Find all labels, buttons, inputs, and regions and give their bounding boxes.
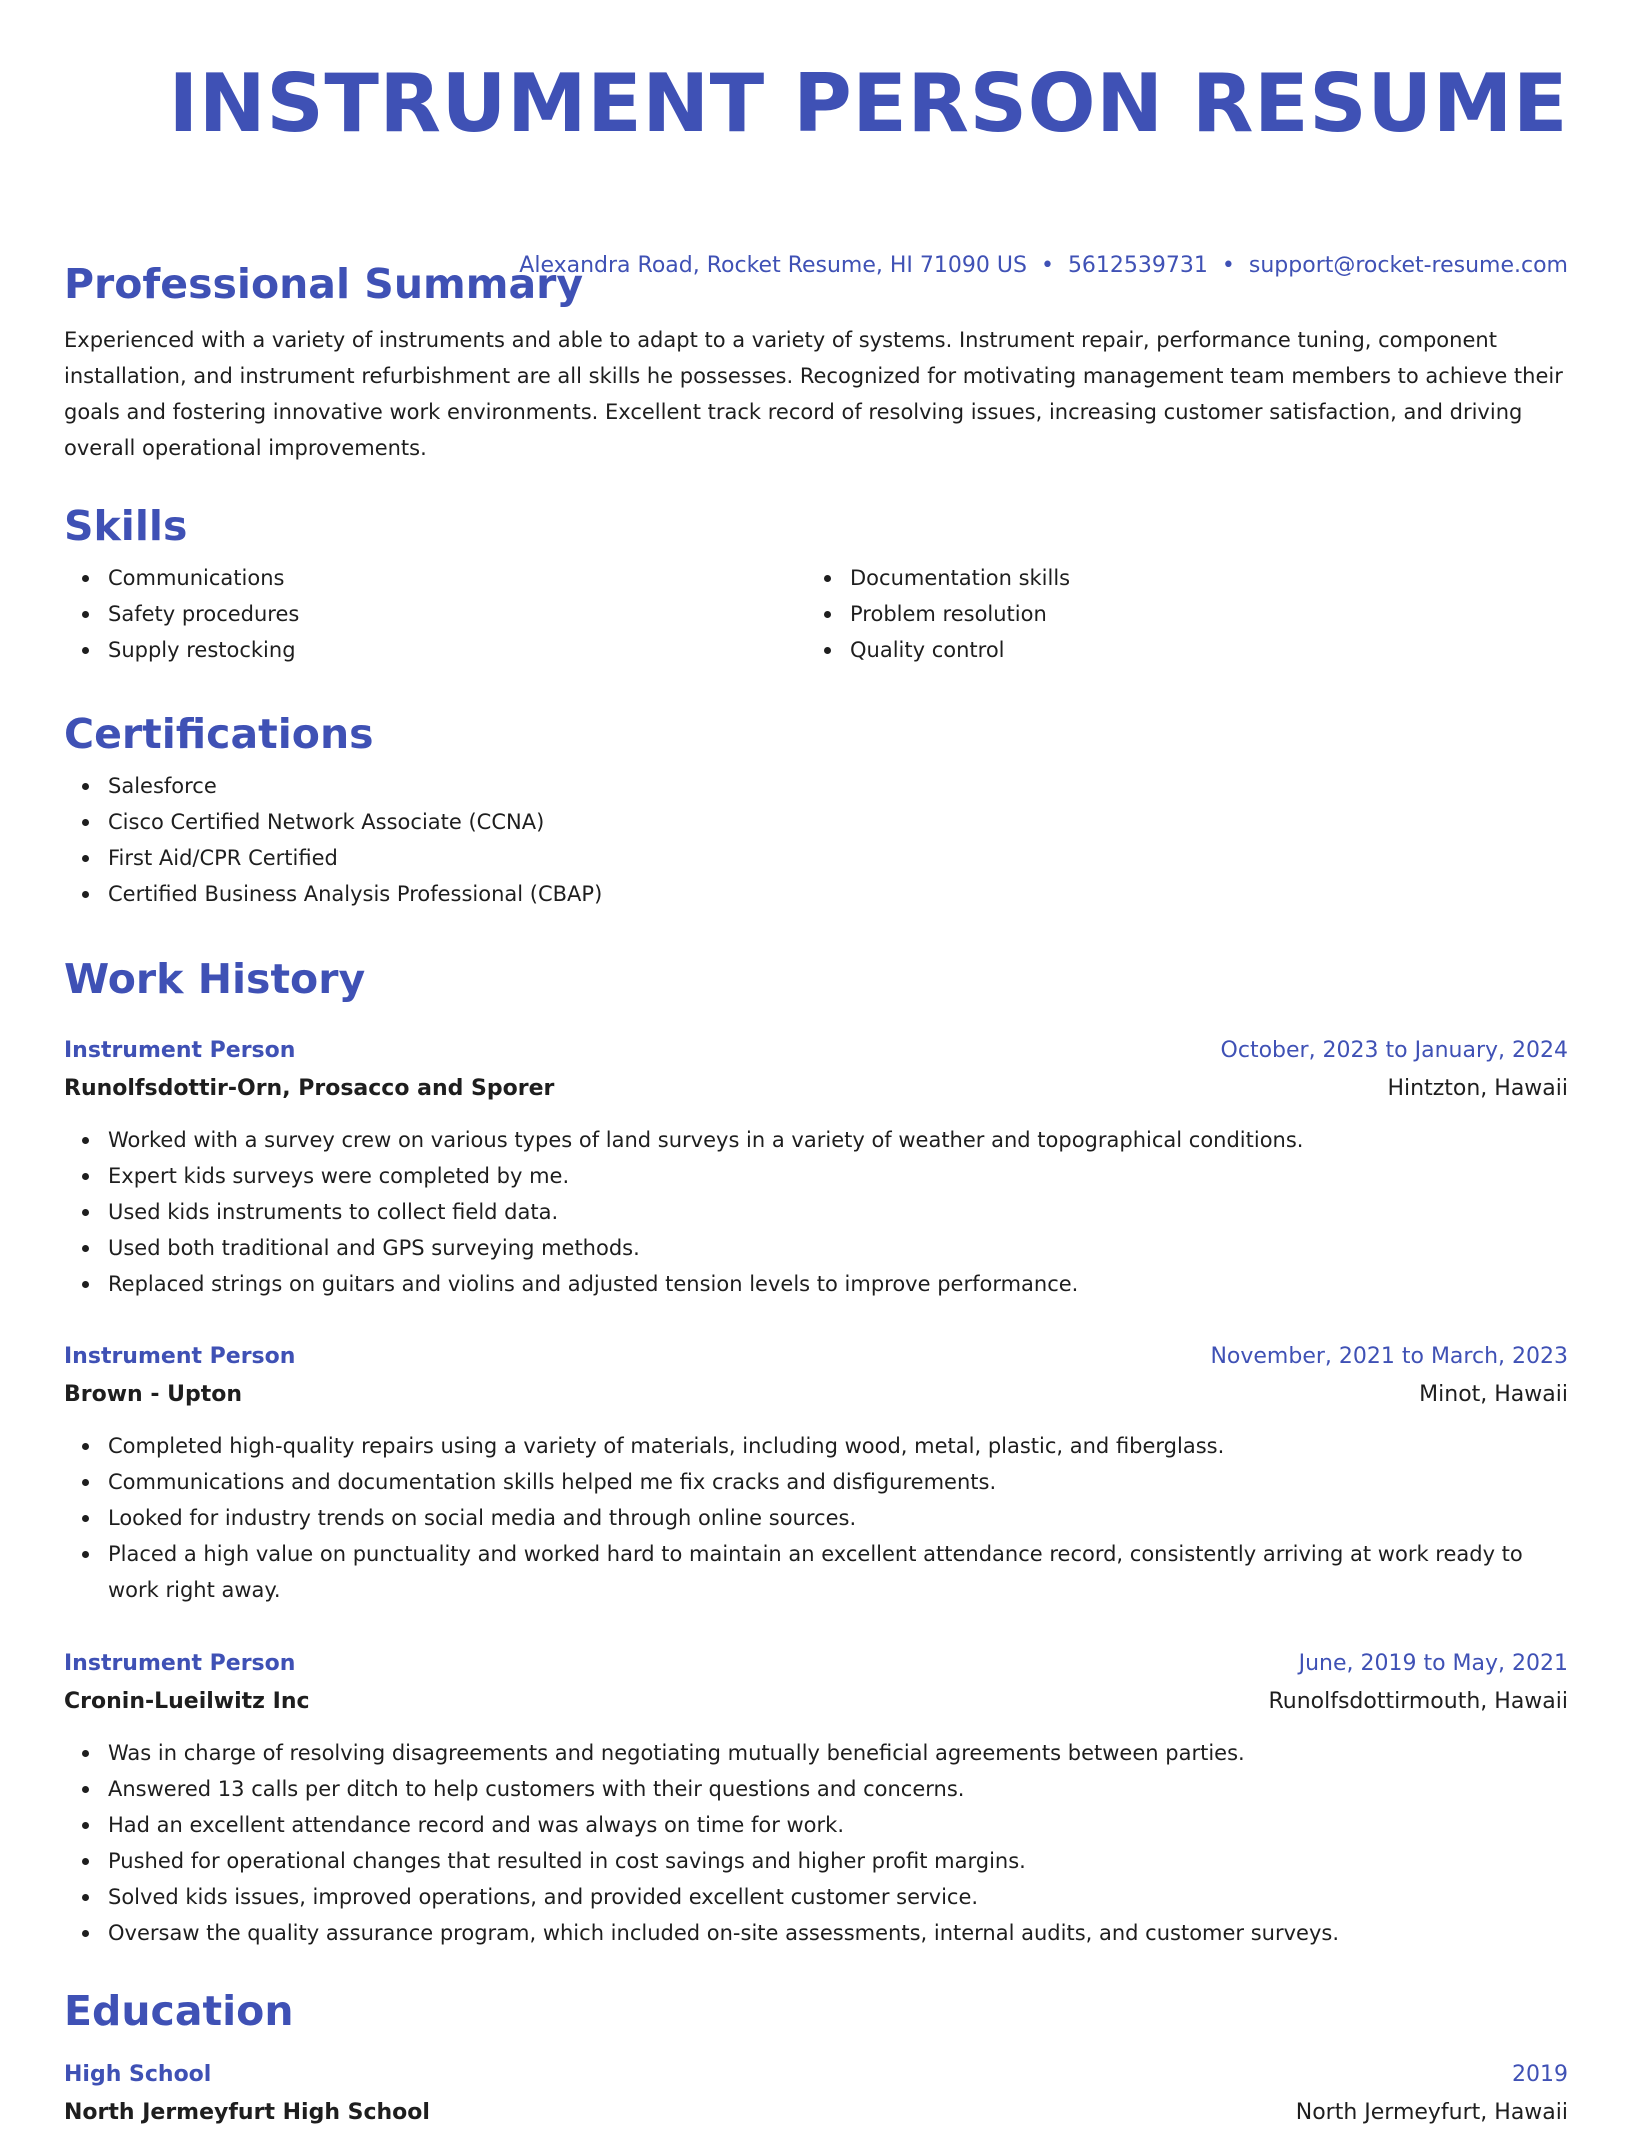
contact-separator: • xyxy=(1040,253,1054,278)
job-bullets xyxy=(64,1735,1568,1951)
job-title: Instrument Person xyxy=(64,1038,296,1063)
job-header xyxy=(64,1032,1568,1070)
skills-heading: Skills xyxy=(64,502,188,550)
skills-section xyxy=(64,500,1568,668)
job-bullet: Oversaw the quality assurance program, which included on-site assessments, internal audits, and customer surveys. xyxy=(108,1915,1568,1951)
job-entry xyxy=(64,1032,1568,1302)
job-bullet: Pushed for operational changes that resulted in cost savings and higher profit margins. xyxy=(108,1843,1568,1879)
job-bullet: Expert kids surveys were completed by me. xyxy=(108,1158,1568,1194)
education-year: 2019 xyxy=(1512,2062,1568,2087)
skill-item: Documentation skills xyxy=(850,560,1548,596)
contact-address: Alexandra Road, Rocket Resume, HI 71090 US xyxy=(519,253,1027,278)
education-location: North Jermeyfurt, Hawaii xyxy=(1295,2100,1568,2125)
summary-text: Experienced with a variety of instruments and able to adapt to a variety of systems. Instrument repair, performance tuning, component installation, and instrument refurbishment are all skills he possesses. Recognized for motivating management team members to achieve their goals and fostering innovative work environments. Excellent track record of resolving issues, increasing customer satisfaction, and driving overall operational improvements. xyxy=(64,328,1563,460)
certification-item: Cisco Certified Network Associate (CCNA) xyxy=(108,804,1568,840)
job-bullet: Completed high-quality repairs using a variety of materials, including wood, metal, plastic, and fiberglass. xyxy=(108,1428,1568,1464)
job-location: Minot, Hawaii xyxy=(1419,1382,1568,1407)
resume-title: INSTRUMENT PERSON RESUME xyxy=(168,57,1568,150)
job-bullets xyxy=(64,1428,1568,1608)
job-header xyxy=(64,1338,1568,1376)
job-bullet: Answered 13 calls per ditch to help customers with their questions and concerns. xyxy=(108,1771,1568,1807)
job-title: Instrument Person xyxy=(64,1344,296,1369)
skill-item: Supply restocking xyxy=(108,632,806,668)
contact-email[interactable]: support@rocket-resume.com xyxy=(1248,253,1568,278)
job-dates: June, 2019 to May, 2021 xyxy=(1298,1651,1568,1676)
education-heading: Education xyxy=(64,1987,294,2035)
job-bullet: Solved kids issues, improved operations, and provided excellent customer service. xyxy=(108,1879,1568,1915)
job-subheader xyxy=(64,1070,1568,1108)
skill-item: Problem resolution xyxy=(850,596,1548,632)
job-dates: November, 2021 to March, 2023 xyxy=(1210,1344,1568,1369)
job-entry xyxy=(64,1338,1568,1608)
job-company: Runolfsdottir-Orn, Prosacco and Sporer xyxy=(64,1076,555,1101)
job-bullet: Used both traditional and GPS surveying methods. xyxy=(108,1230,1568,1266)
contact-phone[interactable]: 5612539731 xyxy=(1067,253,1208,278)
job-bullet: Placed a high value on punctuality and worked hard to maintain an excellent attendance record, consistently arriving at work ready to work right away. xyxy=(108,1536,1568,1608)
job-subheader xyxy=(64,1683,1568,1721)
certification-item: Certified Business Analysis Professional (CBAP) xyxy=(108,876,1568,912)
job-bullet: Was in charge of resolving disagreements and negotiating mutually beneficial agreements between parties. xyxy=(108,1735,1568,1771)
certifications-list xyxy=(64,768,1568,912)
job-header xyxy=(64,1645,1568,1683)
education-entry xyxy=(64,2056,1568,2132)
job-bullets xyxy=(64,1122,1568,1302)
job-location: Hintzton, Hawaii xyxy=(1387,1076,1568,1101)
work-history-section xyxy=(64,953,1568,1005)
skill-item: Safety procedures xyxy=(108,596,806,632)
job-dates: October, 2023 to January, 2024 xyxy=(1220,1038,1568,1063)
skills-list-right xyxy=(806,560,1548,668)
certifications-heading: Certifications xyxy=(64,710,374,758)
contact-separator: • xyxy=(1221,253,1235,278)
job-bullet: Communications and documentation skills helped me fix cracks and disfigurements. xyxy=(108,1464,1568,1500)
certification-item: Salesforce xyxy=(108,768,1568,804)
certification-item: First Aid/CPR Certified xyxy=(108,840,1568,876)
skills-grid xyxy=(64,560,1568,668)
education-subheader xyxy=(64,2094,1568,2132)
summary-section xyxy=(64,258,1568,466)
job-bullet: Used kids instruments to collect field data. xyxy=(108,1194,1568,1230)
education-degree: High School xyxy=(64,2062,212,2087)
job-entry xyxy=(64,1645,1568,1951)
job-bullet: Replaced strings on guitars and violins and adjusted tension levels to improve performance. xyxy=(108,1266,1568,1302)
skill-item: Quality control xyxy=(850,632,1548,668)
job-title: Instrument Person xyxy=(64,1651,296,1676)
job-bullet: Looked for industry trends on social media and through online sources. xyxy=(108,1500,1568,1536)
education-section xyxy=(64,1985,1568,2037)
job-company: Brown - Upton xyxy=(64,1382,243,1407)
job-company: Cronin-Lueilwitz Inc xyxy=(64,1689,310,1714)
job-location: Runolfsdottirmouth, Hawaii xyxy=(1268,1689,1568,1714)
summary-heading: Professional Summary xyxy=(64,260,584,308)
job-subheader xyxy=(64,1376,1568,1414)
certifications-section xyxy=(64,708,1568,912)
work-history-heading: Work History xyxy=(64,955,366,1003)
job-bullet: Worked with a survey crew on various types of land surveys in a variety of weather and topographical conditions. xyxy=(108,1122,1568,1158)
skill-item: Communications xyxy=(108,560,806,596)
skills-list-left xyxy=(64,560,806,668)
education-header xyxy=(64,2056,1568,2094)
education-school: North Jermeyfurt High School xyxy=(64,2100,430,2125)
job-bullet: Had an excellent attendance record and was always on time for work. xyxy=(108,1807,1568,1843)
